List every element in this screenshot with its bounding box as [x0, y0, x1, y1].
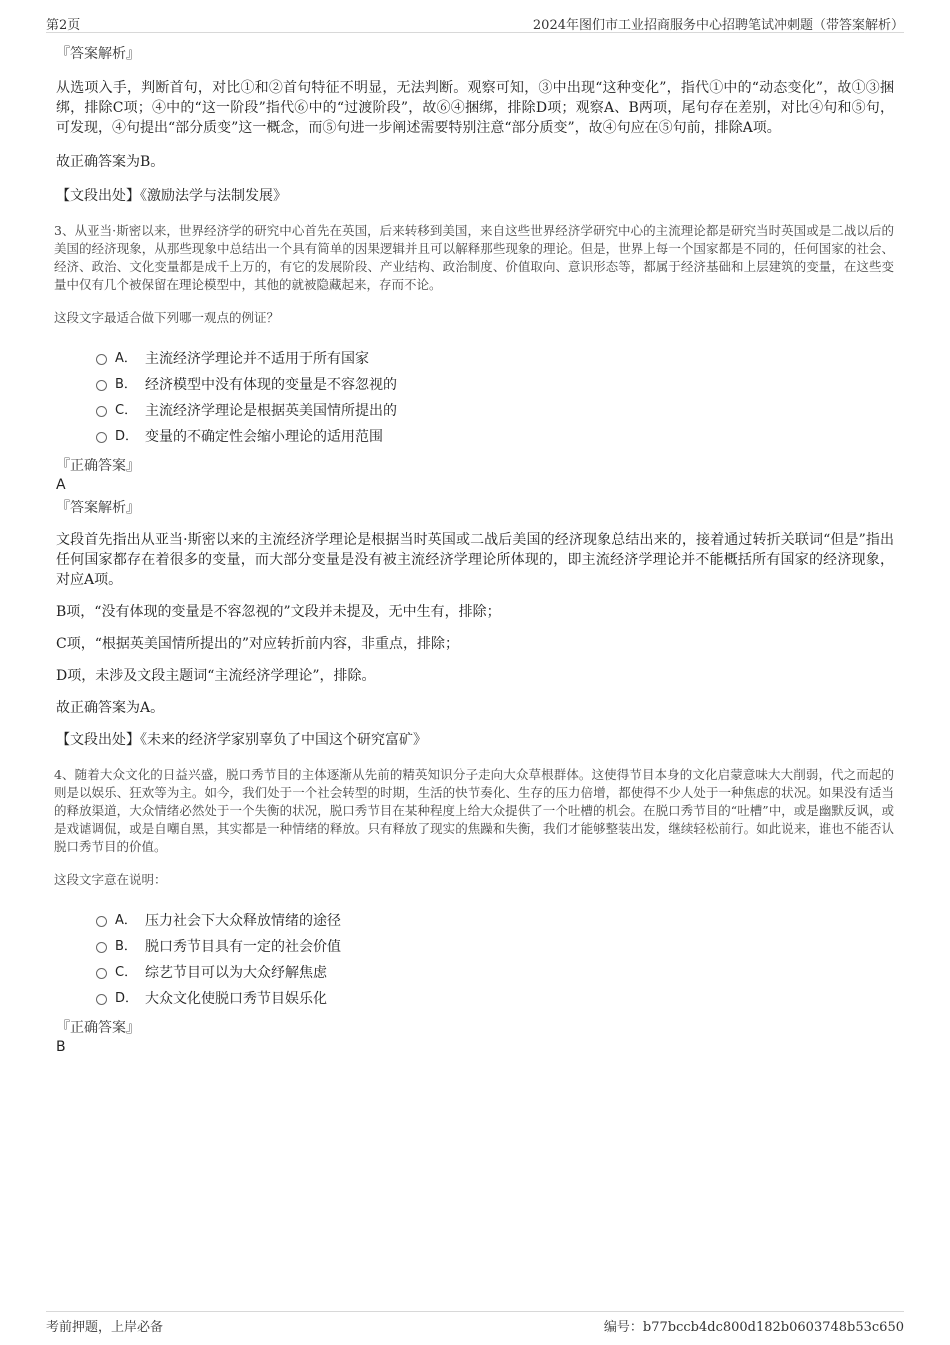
- option-letter: A．: [115, 351, 137, 366]
- option-letter: D．: [115, 429, 139, 444]
- q3-analysis-b: B项，“没有体现的变量是不容忽视的”文段并未提及，无中生有，排除；: [56, 604, 501, 620]
- q3-correct-label: 『正确答案』: [56, 458, 140, 474]
- radio-button[interactable]: [96, 380, 107, 391]
- q3-analysis-c: C项，“根据英美国情所提出的”对应转折前内容，非重点，排除；: [56, 636, 460, 652]
- q3-option-d[interactable]: [96, 424, 894, 450]
- q4-text: 4、随着大众文化的日益兴盛，脱口秀节目的主体逐渐从先前的精英知识分子走向大众草根群体。这使得节目本身的文化启蒙意味大大削弱，代之而起的则是以娱乐、狂欢等为主。如今，我们处于一个社会转型的时期，生活的快节奏化、生存的压力倍增，都使得不少人处于一种焦虑的状况。如果没有适当的释放渠道，大众情绪必然处于一个失衡的状况，脱口秀节目在某种程度上给大众提供了一个吐槽的机会。在脱口秀节目的“吐槽”中，或是幽默反讽，或是戏谑调侃，或是自嘲自黑，其实都是一种情绪的释放。只有释放了现实的焦躁和失衡，我们才能够整装出发，继续轻松前行。如此说来，谁也不能否认脱口秀节目的价值。: [54, 767, 894, 854]
- page-number: 第2页: [46, 18, 81, 33]
- option-letter: B．: [115, 939, 137, 954]
- q3-prompt: 这段文字最适合做下列哪一观点的例证？: [54, 310, 280, 325]
- q2-analysis-paragraph: 从选项入手，判断首句，对比①和②首句特征不明显，无法判断。观察可知，③中出现“这种变化”，指代①中的“动态变化”，故①③捆绑，排除C项；④中的“这一阶段”指代⑥中的“过渡阶段”，故⑥④捆绑，排除D项；观察A、B两项，尾句存在差别，对比④句和⑤句，可发现，④句提出“部分质变”这一概念，而⑤句进一步阐述需要特别注意“部分质变”，故④句应在⑤句前，排除A项。: [56, 80, 894, 136]
- q3-source: [56, 730, 894, 750]
- q2-source-title: 《激励法学与法制发展》: [140, 188, 287, 204]
- q4-option-a[interactable]: [96, 908, 894, 934]
- option-letter: A．: [115, 913, 137, 928]
- q3-option-b[interactable]: [96, 372, 894, 398]
- radio-button[interactable]: [96, 432, 107, 443]
- q2-source-prefix: 【文段出处】: [56, 188, 140, 204]
- q4-option-c[interactable]: [96, 960, 894, 986]
- q3-option-c[interactable]: [96, 398, 894, 424]
- radio-button[interactable]: [96, 916, 107, 927]
- q3-source-prefix: 【文段出处】: [56, 732, 140, 748]
- option-text: 大众文化使脱口秀节目娱乐化: [145, 991, 327, 1007]
- radio-button[interactable]: [96, 406, 107, 417]
- q4-answer: B: [56, 1039, 66, 1055]
- q3-analysis-label: 『答案解析』: [56, 500, 140, 516]
- q3-answer: A: [56, 477, 66, 493]
- q4-option-d[interactable]: [96, 986, 894, 1012]
- q3-text: 3、从亚当·斯密以来，世界经济学的研究中心首先在英国，后来转移到美国，来自这些世界经济学研究中心的主流理论都是研究当时英国或是二战以后的美国的经济现象，从那些现象中总结出一个具有简单的因果逻辑并且可以解释那些现象的理论。但是，世界上每一个国家都是不同的，任何国家的社会、经济、政治、文化变量都是成千上万的，有它的发展阶段、产业结构、政治制度、价值取向、意识形态等，都属于经济基础和上层建筑的变量，在这些变量中仅有几个被保留在理论模型中，其他的就被隐藏起来，存而不论。: [54, 223, 894, 292]
- option-text: 经济模型中没有体现的变量是不容忽视的: [145, 377, 397, 393]
- q3-option-a[interactable]: [96, 346, 894, 372]
- option-letter: D．: [115, 991, 139, 1006]
- radio-button[interactable]: [96, 994, 107, 1005]
- footer-slogan: 考前押题，上岸必备: [46, 1320, 164, 1335]
- page-content: [56, 44, 894, 1056]
- radio-button[interactable]: [96, 942, 107, 953]
- option-text: 主流经济学理论并不适用于所有国家: [145, 351, 369, 367]
- q4-correct-label: 『正确答案』: [56, 1020, 140, 1036]
- option-text: 综艺节目可以为大众纾解焦虑: [145, 965, 327, 981]
- q3-options: [96, 346, 894, 450]
- page-header: [46, 12, 904, 33]
- document-title: 2024年图们市工业招商服务中心招聘笔试冲刺题（带答案解析）: [532, 18, 904, 33]
- q3-analysis-conclusion: 故正确答案为A。: [56, 700, 165, 716]
- option-text: 脱口秀节目具有一定的社会价值: [145, 939, 341, 955]
- option-letter: B．: [115, 377, 137, 392]
- page-footer: [46, 1311, 904, 1334]
- option-text: 压力社会下大众释放情绪的途径: [145, 913, 341, 929]
- q3-analysis-paragraph: 文段首先指出从亚当·斯密以来的主流经济学理论是根据当时英国或二战后美国的经济现象总结出来的，接着通过转折关联词“但是”指出任何国家都存在着很多的变量，而大部分变量是没有被主流经济学理论所体现的，即主流经济学理论并不能概括所有国家的经济现象，对应A项。: [56, 532, 894, 588]
- q2-analysis-conclusion: 故正确答案为B。: [56, 154, 165, 170]
- q4-prompt: 这段文字意在说明：: [54, 872, 167, 887]
- radio-button[interactable]: [96, 354, 107, 365]
- option-text: 变量的不确定性会缩小理论的适用范围: [145, 429, 383, 445]
- option-letter: C．: [115, 965, 138, 980]
- q3-analysis-d: D项，未涉及文段主题词“主流经济学理论”，排除。: [56, 668, 376, 684]
- option-letter: C．: [115, 403, 138, 418]
- q2-analysis-label: 『答案解析』: [56, 46, 140, 62]
- q3-source-title: 《未来的经济学家别辜负了中国这个研究富矿》: [140, 732, 427, 748]
- option-text: 主流经济学理论是根据英美国情所提出的: [145, 403, 397, 419]
- document-id: 编号：b77bccb4dc800d182b0603748b53c650: [603, 1320, 904, 1335]
- q4-options: [96, 908, 894, 1012]
- q4-option-b[interactable]: [96, 934, 894, 960]
- q2-source: [56, 186, 894, 206]
- radio-button[interactable]: [96, 968, 107, 979]
